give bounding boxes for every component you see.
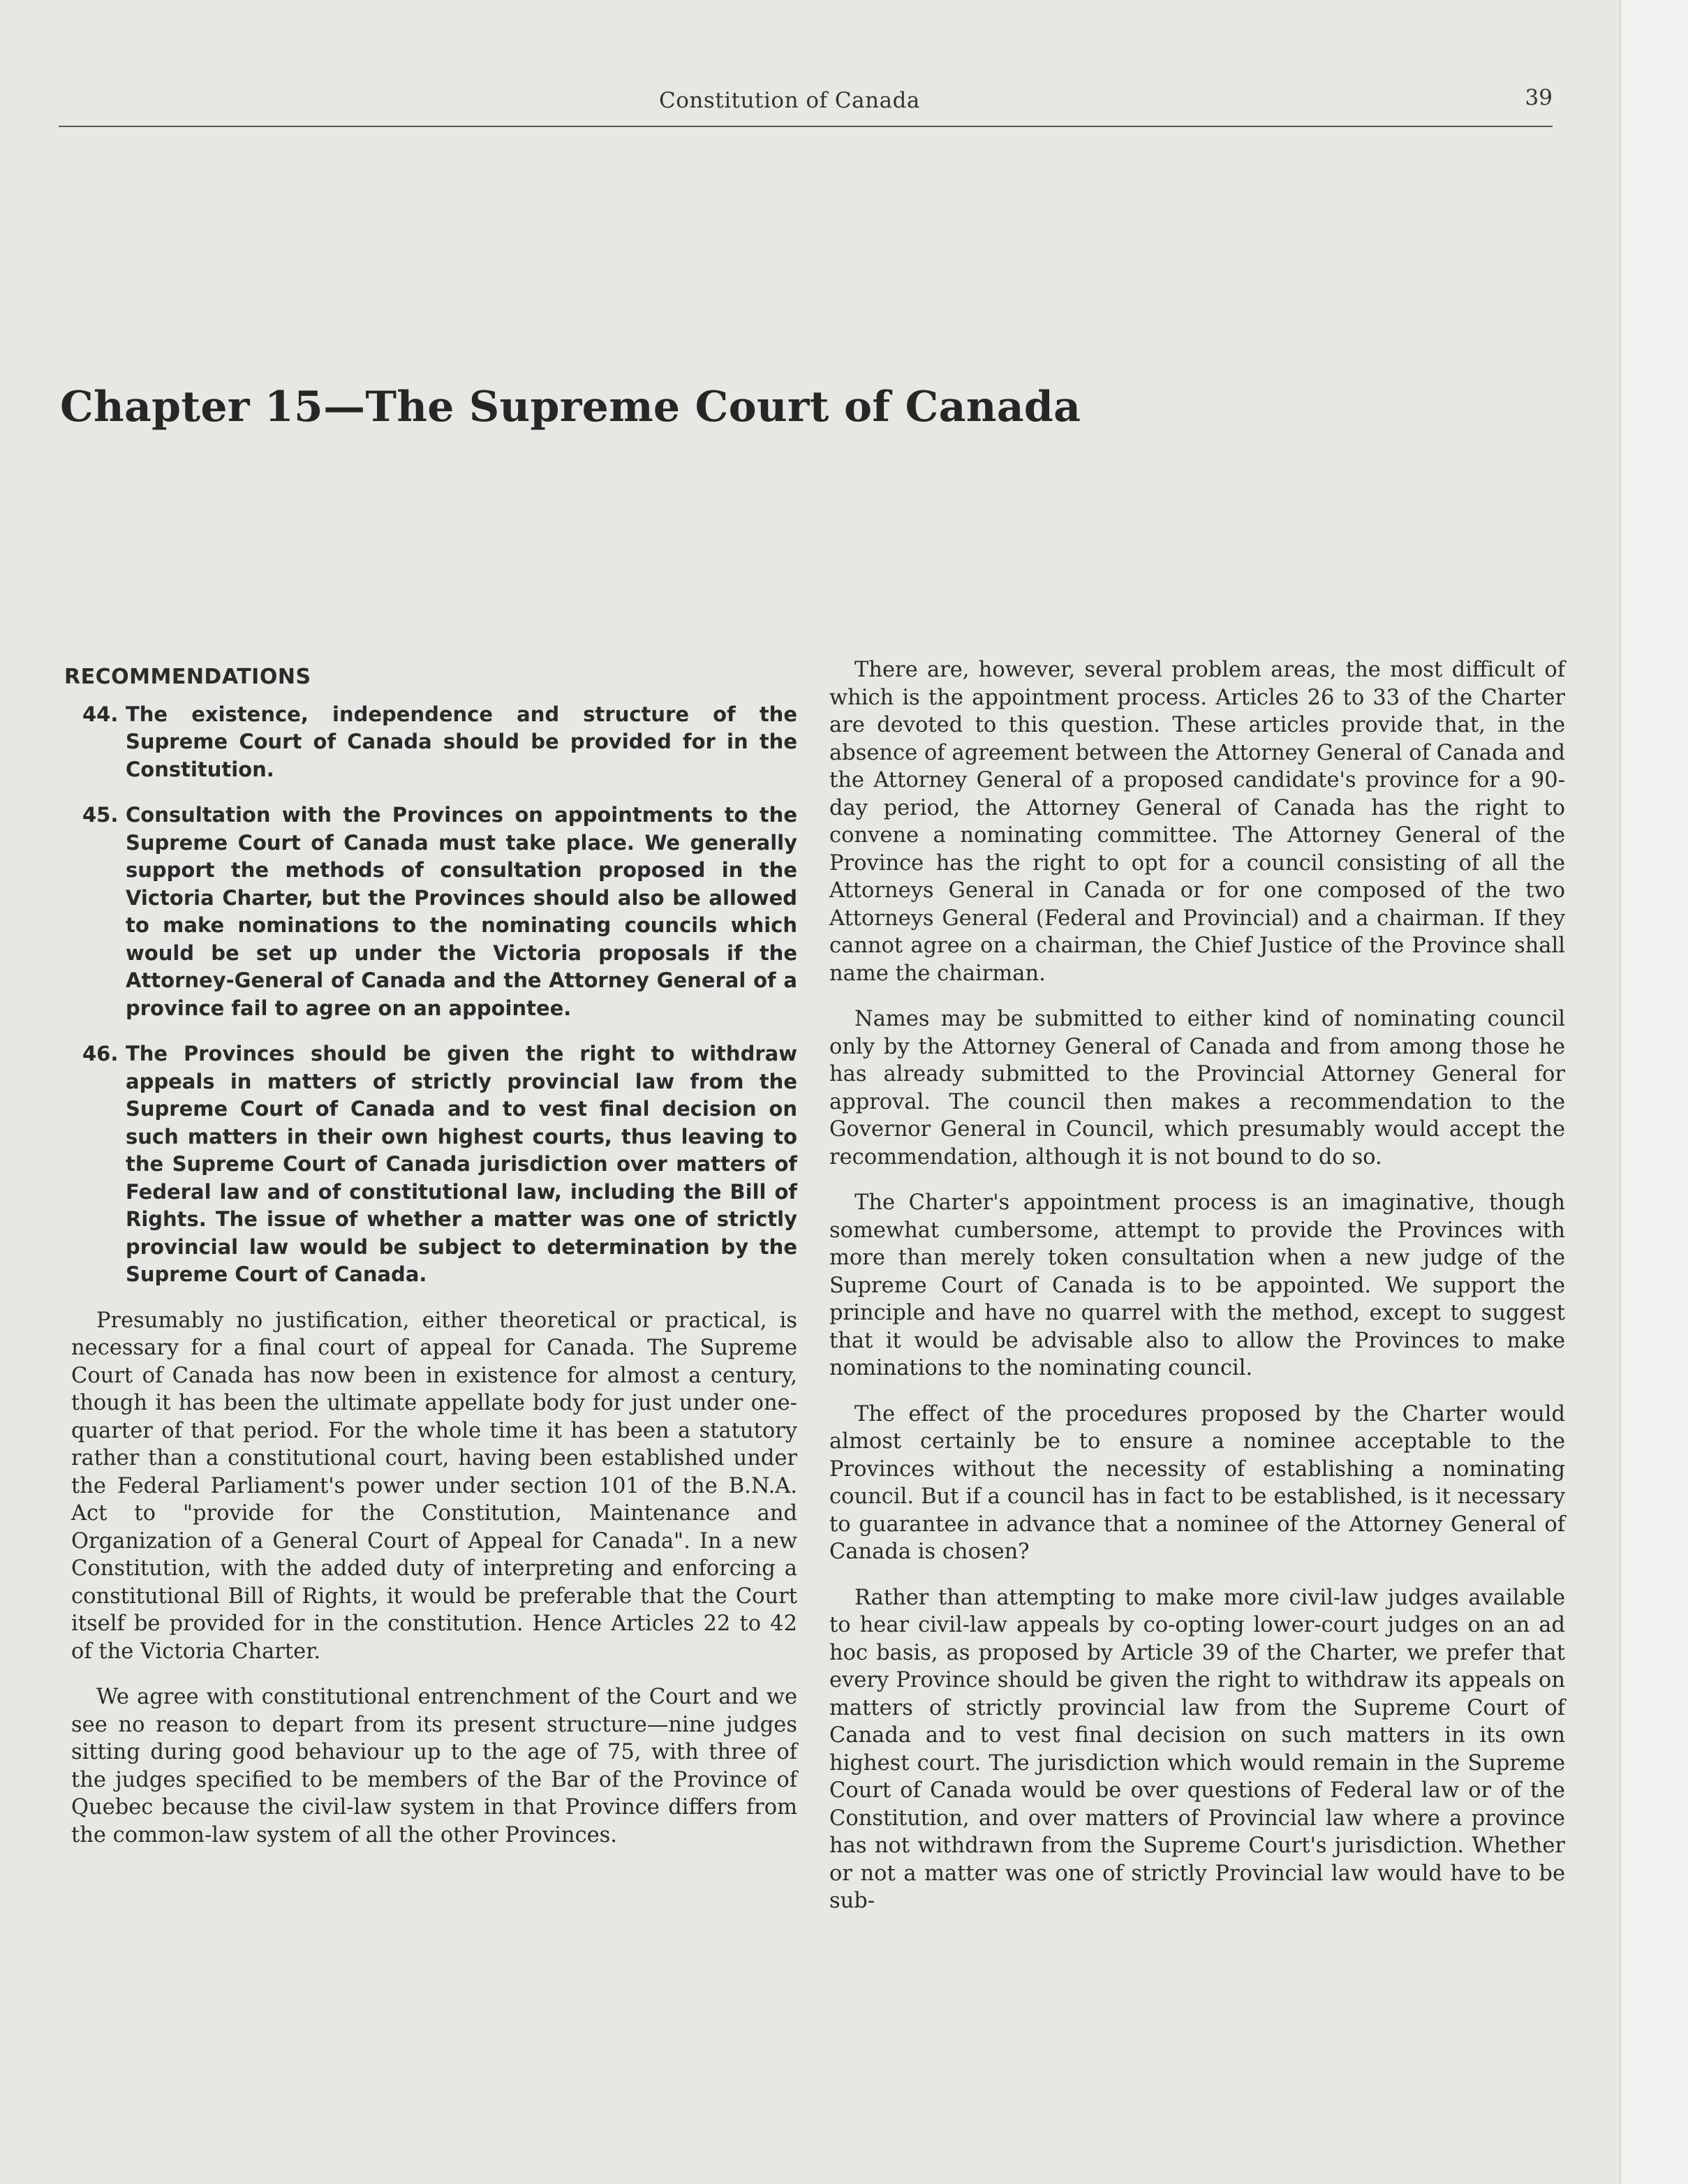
recommendation-text: Consultation with the Provinces on appointments to the Supreme Court of Canada must take place. We generally support the methods of consultation proposed in the Victoria Charter, but the Provinces should also be allowed to make nominations to the nominating councils which would be set up under the Victoria proposals if the Attorney-General of Canada and the Attorney General of a province fail to agree on an appointee. xyxy=(126,803,797,1020)
right-column xyxy=(829,656,1565,1933)
page-edge xyxy=(1620,0,1688,2184)
recommendation-number: 46. xyxy=(82,1042,119,1065)
chapter-title: Chapter 15—The Supreme Court of Canada xyxy=(60,383,1081,431)
recommendations-heading: RECOMMENDATIONS xyxy=(64,665,311,689)
left-column xyxy=(64,663,797,1867)
recommendation-45 xyxy=(82,802,797,1022)
page-number: 39 xyxy=(1525,85,1553,110)
recommendation-text: The existence, independence and structure of the Supreme Court of Canada should be provided for in the Constitution. xyxy=(126,702,797,781)
body-paragraph: The Charter's appointment process is an imaginative, though somewhat cumbersome, attempt to provide the Provinces with more than merely token consultation when a new judge of the Supreme Court of Canada is to be appointed. We support the principle and have no quarrel with the method, except to suggest that it would be advisable also to allow the Provinces to make nominations to the nominating council. xyxy=(829,1190,1565,1380)
body-paragraph: Names may be submitted to either kind of nominating council only by the Attorney General of Canada and from among those he has already submitted to the Provincial Attorney General for approval. The council then makes a recommendation to the Governor General in Council, which presumably would accept the recommendation, although it is not bound to do so. xyxy=(829,1007,1565,1170)
body-paragraph: We agree with constitutional entrenchment of the Court and we see no reason to depart from its present structure—nine judges sitting during good behaviour up to the age of 75, with three of the judges specified to be members of the Bar of the Province of Quebec because the civil-law system in that Province differs from the common-law system of all the other Provinces. xyxy=(71,1685,797,1847)
running-header xyxy=(59,85,1553,127)
recommendation-46 xyxy=(82,1040,797,1289)
body-paragraph: There are, however, several problem areas, the most difficult of which is the appointment process. Articles 26 to 33 of the Charter are devoted to this question. These articles provide that, in the absence of agreement between the Attorney General of Canada and the Attorney General of a proposed candidate's province for a 90-day period, the Attorney General of Canada has the right to convene a nominating committee. The Attorney General of the Province has the right to opt for a council consisting of all the Attorneys General in Canada or for one composed of the two Attorneys General (Federal and Provincial) and a chairman. If they cannot agree on a chairman, the Chief Justice of the Province shall name the chairman. xyxy=(829,658,1565,986)
body-paragraph: Rather than attempting to make more civil-law judges available to hear civil-law appeals by co-opting lower-court judges on an ad hoc basis, as proposed by Article 39 of the Charter, we prefer that every Province should be given the right to withdraw its appeals on matters of strictly provincial law from the Supreme Court of Canada and to vest final decision on such matters in its own highest court. The jurisdiction which would remain in the Supreme Court of Canada would be over questions of Federal law or of the Constitution, and over matters of Provincial law where a province has not withdrawn from the Supreme Court's jurisdiction. Whether or not a matter was one of strictly Provincial law would have to be sub- xyxy=(829,1585,1565,1913)
recommendation-number: 45. xyxy=(82,803,119,827)
recommendation-44 xyxy=(82,701,797,784)
recommendation-number: 44. xyxy=(82,702,119,726)
body-paragraph: Presumably no justification, either theoretical or practical, is necessary for a final court of appeal for Canada. The Supreme Court of Canada has now been in existence for almost a century, though it has been the ultimate appellate body for just under one-quarter of that period. For the whole time it has been a statutory rather than a constitutional court, having been established under the Federal Parliament's power under section 101 of the B.N.A. Act to "provide for the Constitution, Maintenance and Organization of a General Court of Appeal for Canada". In a new Constitution, with the added duty of interpreting and enforcing a constitutional Bill of Rights, it would be preferable that the Court itself be provided for in the constitution. Hence Articles 22 to 42 of the Victoria Charter. xyxy=(71,1308,797,1664)
running-title: Constitution of Canada xyxy=(659,88,920,113)
recommendation-text: The Provinces should be given the right to withdraw appeals in matters of strictly provincial law from the Supreme Court of Canada and to vest final decision on such matters in their own highest courts, thus leaving to the Supreme Court of Canada jurisdiction over matters of Federal law and of constitutional law, including the Bill of Rights. The issue of whether a matter was one of strictly provincial law would be subject to determination by the Supreme Court of Canada. xyxy=(126,1042,797,1286)
body-paragraph: The effect of the procedures proposed by the Charter would almost certainly be to ensure a nominee acceptable to the Provinces without the necessity of establishing a nominating council. But if a council has in fact to be established, is it necessary to guarantee in advance that a nominee of the Attorney General of Canada is chosen? xyxy=(829,1401,1565,1564)
